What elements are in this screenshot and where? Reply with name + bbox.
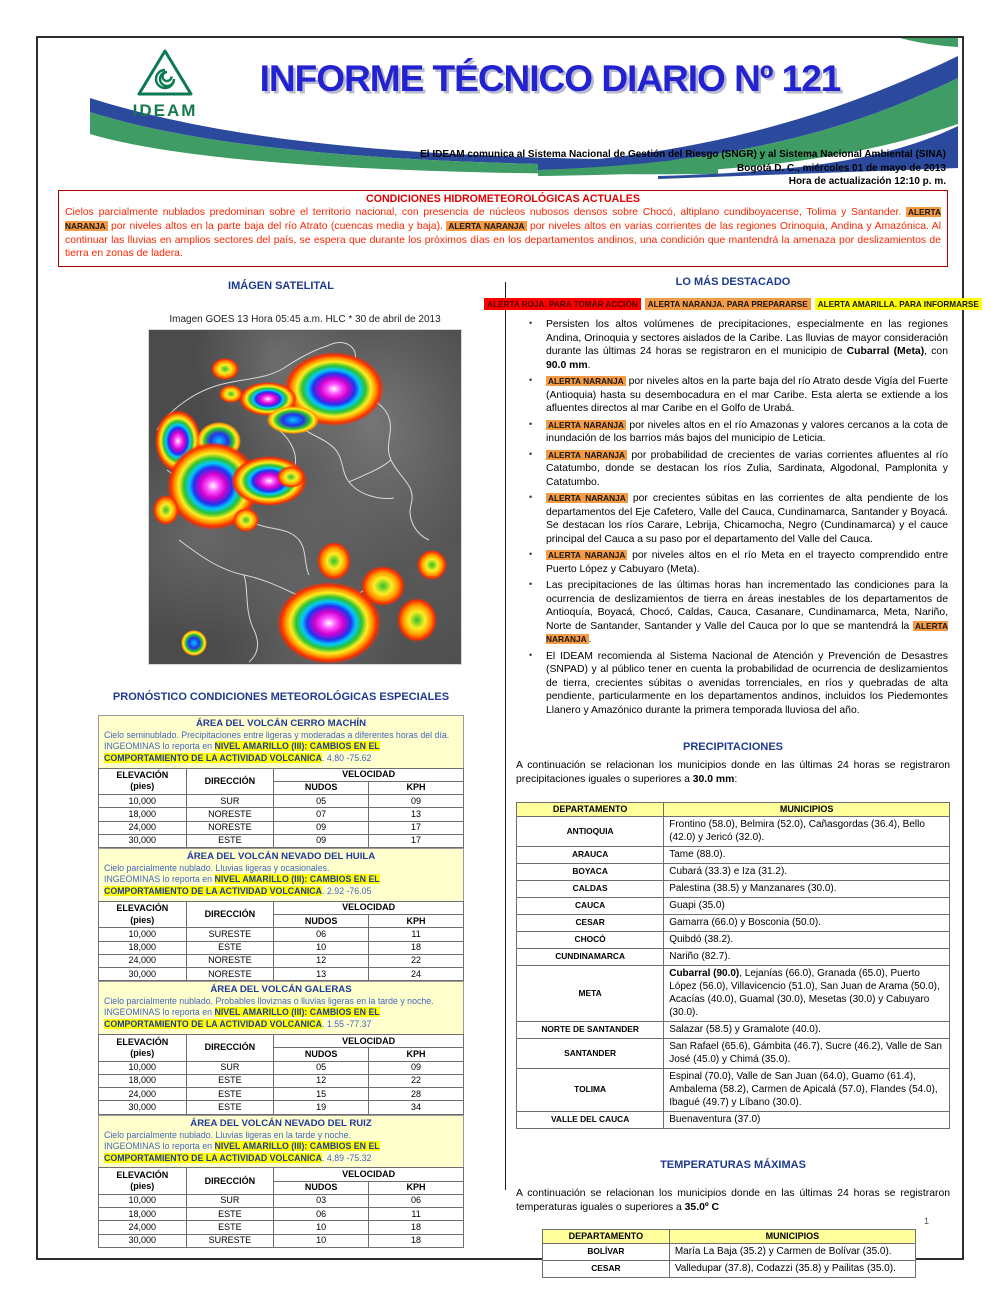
text-segment: por niveles altos en la parte baja del río Atrato desde Vigía del Fuerte (Antioquia) hasta su desembocadura en el mar Caribe. Esta alerta se extiende a los afluentes directos al mar Caribe en el Golfo de Urabá.: [546, 376, 948, 415]
volcano-description: Cielo parcialmente nublado. Probables lloviznas o lluvias ligeras en la tarde y noche.: [104, 996, 434, 1007]
text-segment: Las precipitaciones de las últimas horas han incrementado las condiciones para la ocurrencia de deslizamientos de tierra en áreas inestables de los departamentos de Antioquía, Boyacá, Chocó, Caldas, Cauca, Casanare, Cundinamarca, Meta, Nariño, Norte de Santander, Santander y Valle del Cauca por lo que se mantendrá la: [546, 580, 948, 632]
table-row: [517, 1038, 950, 1068]
wind-table-cell: SUR: [186, 1061, 274, 1074]
wind-table: [98, 1034, 464, 1115]
col-elevation: ELEVACIÓN (pies): [99, 901, 187, 928]
volcano-report: [104, 1007, 458, 1031]
wind-table-cell: ESTE: [186, 1221, 274, 1234]
wind-table-cell: 06: [274, 928, 369, 941]
storm-cell: [417, 550, 447, 580]
storm-cell: [211, 358, 239, 380]
wind-table-cell: 12: [274, 954, 369, 967]
alert-badge-yellow: ALERTA AMARILLA. PARA INFORMARSE: [815, 298, 982, 310]
wind-table-cell: 24,000: [99, 821, 187, 834]
wind-table-row: [99, 808, 464, 821]
wind-table-cell: NORESTE: [186, 954, 274, 967]
storm-cell: [397, 598, 437, 642]
wind-table-cell: 18: [369, 1221, 464, 1234]
wind-table-cell: 24,000: [99, 1088, 187, 1101]
wind-table-cell: 10: [274, 941, 369, 954]
wind-table-cell: 11: [369, 928, 464, 941]
wind-table-cell: 03: [274, 1194, 369, 1207]
wind-table-cell: ESTE: [186, 1101, 274, 1114]
header-line-date: Bogotá D. C., miércoles 01 de mayo de 2013: [737, 162, 946, 174]
wind-table-cell: 30,000: [99, 1234, 187, 1247]
wind-table-cell: 30,000: [99, 1101, 187, 1114]
precipitation-table: [516, 802, 950, 1129]
table-row: [517, 1021, 950, 1038]
alert-badge-orange: ALERTA NARANJA. PARA PREPARARSE: [645, 298, 811, 310]
storm-cell: [267, 406, 319, 434]
text-segment: , Lejanías (66.0), Granada (65.0), Puerto López (56.0), Villavicencio (51.0), San Juan de Arama (50.0), Acacías (40.0), Guamal (30.0), Mesetas (30.0) y Cabuyaro (30.0).: [669, 968, 940, 1019]
report-level: NIVEL AMARILLO (III): CAMBIOS EN EL COMPORTAMIENTO DE LA ACTIVIDAD VOLCANICA: [104, 874, 380, 897]
wind-table-cell: 05: [274, 1061, 369, 1074]
text-segment: Frontino (58.0), Belmira (52.0), Cañasgordas (36.4), Bello (42.0) y Jericó (32.0).: [669, 819, 925, 844]
report-prefix: INGEOMINAS lo reporta en: [104, 1140, 215, 1151]
wind-table-cell: 10,000: [99, 1061, 187, 1074]
dept-cell: TOLIMA: [517, 1068, 664, 1111]
wind-table-cell: 18,000: [99, 1074, 187, 1087]
col-speed: VELOCIDAD: [274, 768, 464, 781]
wind-table-row: [99, 1208, 464, 1221]
wind-table-cell: 18,000: [99, 941, 187, 954]
wind-table-cell: 18: [369, 941, 464, 954]
text-segment: María La Baja (35.2) y Carmen de Bolívar (35.0).: [674, 1246, 892, 1258]
dept-cell: CHOCÓ: [517, 931, 664, 948]
volcano-description: Cielo parcialmente nublado. Lluvias ligeras y ocasionales.: [104, 863, 330, 874]
dept-cell: CESAR: [517, 914, 664, 931]
wind-table-row: [99, 954, 464, 967]
volcano-header: [98, 715, 464, 768]
wind-table-cell: SURESTE: [186, 928, 274, 941]
left-column: [60, 280, 502, 1248]
wind-table-cell: 24: [369, 968, 464, 981]
wind-table-cell: ESTE: [186, 1208, 274, 1221]
volcano-name: ÁREA DEL VOLCÁN NEVADO DEL RUIZ: [190, 1117, 372, 1129]
highlights-section-title: LO MÁS DESTACADO: [675, 276, 791, 288]
text-segment: San Rafael (65.6), Gámbita (46.7), Sucre (46.2), Valle de San José (45.0) y Chimá (35.0).: [669, 1041, 942, 1066]
wind-table-cell: SUR: [186, 1194, 274, 1207]
volcano-header: [98, 848, 464, 901]
table-row: [517, 816, 950, 846]
municipios-cell: [664, 1111, 950, 1128]
wind-table-cell: 06: [274, 1208, 369, 1221]
wind-table-row: [99, 1221, 464, 1234]
alert-legend: [487, 298, 979, 310]
col-kph: KPH: [369, 1181, 464, 1194]
text-segment: por probabilidad de crecientes de varias corrientes afluentes al río Catatumbo, donde se destacan los ríos Zulia, Sardinata, Algodonal, Pamplonita y Catatumbo.: [546, 449, 949, 488]
text-segment: Salazar (58.5) y Gramalote (40.0).: [669, 1024, 821, 1036]
current-conditions-box: [58, 190, 948, 267]
wind-table-cell: SURESTE: [186, 1234, 274, 1247]
wind-table-cell: 07: [274, 808, 369, 821]
satellite-section-title: IMÁGEN SATELITAL: [228, 280, 334, 292]
text-segment: Cubarral (Meta): [846, 346, 925, 358]
dept-cell: CUNDINAMARCA: [517, 948, 664, 965]
report-prefix: INGEOMINAS lo reporta en: [104, 740, 215, 751]
col-elevation: ELEVACIÓN (pies): [99, 768, 187, 795]
col-departamento: DEPARTAMENTO: [543, 1229, 670, 1243]
text-segment: ALERTA NARANJA: [448, 220, 525, 231]
wind-table-cell: 12: [274, 1074, 369, 1087]
report-level: NIVEL AMARILLO (III): CAMBIOS EN EL COMPORTAMIENTO DE LA ACTIVIDAD VOLCANICA: [104, 1007, 380, 1030]
volcano-name: ÁREA DEL VOLCÁN NEVADO DEL HUILA: [186, 851, 376, 863]
text-segment: A continuación se relacionan los municipios donde en las últimas 24 horas se registraron precipitaciones iguales o superiores a: [516, 760, 950, 786]
dept-cell: BOLÍVAR: [543, 1243, 670, 1260]
report-coords: . 2.92 -76.05: [321, 886, 372, 897]
text-segment: ALERTA NARANJA: [65, 207, 941, 231]
table-row: [517, 948, 950, 965]
highlights-list: [516, 318, 950, 717]
wind-table-cell: 18,000: [99, 808, 187, 821]
text-segment: ALERTA NARANJA: [548, 419, 625, 430]
wind-table-row: [99, 968, 464, 981]
wind-table-cell: 24,000: [99, 954, 187, 967]
municipios-cell: [664, 880, 950, 897]
satellite-caption: Imagen GOES 13 Hora 05:45 a.m. HLC * 30 de abril de 2013: [169, 314, 441, 325]
wind-table-cell: 06: [369, 1194, 464, 1207]
table-row: [517, 1111, 950, 1128]
text-segment: , con: [924, 346, 948, 358]
table-row: [517, 965, 950, 1021]
col-direction: DIRECCIÓN: [186, 901, 274, 928]
table-row: [517, 914, 950, 931]
forecast-section-title: PRONÓSTICO CONDICIONES METEOROLÓGICAS ESPECIALES: [112, 691, 450, 703]
ideam-logo-icon: [136, 48, 194, 98]
wind-table-cell: 24,000: [99, 1221, 187, 1234]
col-kph: KPH: [369, 781, 464, 794]
right-column: [487, 276, 979, 1278]
wind-table-row: [99, 1234, 464, 1247]
table-row: [517, 880, 950, 897]
precipitation-section-title: PRECIPITACIONES: [682, 741, 784, 754]
temperature-table: [542, 1229, 916, 1278]
col-knots: NUDOS: [274, 915, 369, 928]
volcano-name: ÁREA DEL VOLCÁN GALERAS: [210, 984, 352, 996]
col-direction: DIRECCIÓN: [186, 768, 274, 795]
text-segment: ALERTA NARANJA: [548, 493, 626, 504]
text-segment: por niveles altos en la parte baja del río Atrato (cuencas media y baja).: [107, 220, 447, 232]
wind-table: [98, 768, 464, 849]
dept-cell: CALDAS: [517, 880, 664, 897]
table-row: [517, 1068, 950, 1111]
municipios-cell: [664, 965, 950, 1021]
storm-cell: [361, 566, 405, 606]
municipios-cell: [664, 863, 950, 880]
volcano-block-ruiz: [98, 1115, 464, 1248]
wind-table-cell: 17: [369, 821, 464, 834]
dept-cell: VALLE DEL CAUCA: [517, 1111, 664, 1128]
col-elevation: ELEVACIÓN (pies): [99, 1035, 187, 1062]
highlight-item: [546, 492, 948, 546]
municipios-cell: [664, 1038, 950, 1068]
highlight-item: [546, 449, 948, 490]
highlight-item: [546, 375, 948, 416]
text-segment: por niveles altos en el río Amazonas y valores cercanos a la cota de inundación de los barrios más bajos del municipio de Leticia.: [546, 419, 948, 445]
wind-table-body: [99, 1194, 464, 1247]
text-segment: Cubará (33.3) e Iza (31.2).: [669, 866, 788, 878]
precipitation-intro: [516, 759, 950, 787]
wind-table-cell: 09: [369, 1061, 464, 1074]
wind-table-row: [99, 928, 464, 941]
wind-table-cell: 22: [369, 1074, 464, 1087]
current-conditions-title: CONDICIONES HIDROMETEOROLÓGICAS ACTUALES: [366, 193, 640, 205]
municipios-cell: [664, 948, 950, 965]
wind-table-cell: ESTE: [186, 1074, 274, 1087]
dept-cell: META: [517, 965, 664, 1021]
storm-cell: [233, 508, 259, 532]
col-knots: NUDOS: [274, 1048, 369, 1061]
report-level: NIVEL AMARILLO (III): CAMBIOS EN EL COMPORTAMIENTO DE LA ACTIVIDAD VOLCANICA: [104, 740, 380, 763]
wind-table-row: [99, 834, 464, 847]
text-segment: :: [734, 774, 738, 786]
wind-table-cell: ESTE: [186, 1088, 274, 1101]
wind-table-cell: NORESTE: [186, 821, 274, 834]
text-segment: A continuación se relacionan los municipios donde en las últimas 24 horas se registraron temperaturas iguales o superiores a: [516, 1187, 950, 1213]
col-direction: DIRECCIÓN: [186, 1035, 274, 1062]
volcano-description: Cielo parcialmente nublado. Lluvias ligeras en la tarde y noche.: [104, 1129, 351, 1140]
text-segment: Tame (88.0).: [669, 849, 726, 861]
wind-table-cell: 10,000: [99, 1194, 187, 1207]
text-segment: ALERTA NARANJA: [548, 376, 624, 387]
satellite-image: [148, 329, 462, 665]
volcano-report: [104, 1141, 458, 1165]
ideam-logo-text: IDEAM: [132, 101, 198, 120]
wind-table-cell: ESTE: [186, 941, 274, 954]
wind-table-cell: 17: [369, 834, 464, 847]
satellite-wrapper: [148, 314, 462, 665]
col-municipios: MUNICIPIOS: [664, 802, 950, 816]
wind-table-cell: 09: [369, 795, 464, 808]
volcano-report: [104, 741, 458, 765]
text-segment: Guapi (35.0): [669, 900, 725, 912]
storm-cell: [219, 385, 243, 403]
text-segment: El IDEAM recomienda al Sistema Nacional de Atención y Prevención de Desastres (SNPAD) y al público tener en cuenta la probabilidad de ocurrencia de deslizamientos de tierra, crecientes súbitas o avenidas torrenciales, en ríos y quebradas de alta pendiente, particularmente en los departamentos andinos, incluidos los Piedemontes Llanero y Amazónico durante la primera temporada lluviosa del año.: [546, 650, 948, 716]
table-row: [517, 931, 950, 948]
table-row: [517, 863, 950, 880]
column-divider: [505, 282, 506, 1190]
report-level: NIVEL AMARILLO (III): CAMBIOS EN EL COMPORTAMIENTO DE LA ACTIVIDAD VOLCANICA: [104, 1140, 380, 1163]
col-departamento: DEPARTAMENTO: [517, 802, 664, 816]
text-segment: Espinal (70.0), Valle de San Juan (64.0), Guamo (61.4), Ambalema (58.2), Carmen de Apicalá (57.0), Flandes (54.0), Ibagué (49.7) y Líbano (30.0).: [669, 1071, 938, 1109]
wind-table-row: [99, 1074, 464, 1087]
text-segment: Cielos parcialmente nublados predominan sobre el territorio nacional, con presencia de núcleos nubosos densos sobre Chocó, altiplano cundiboyacense, Tolima y Santander.: [65, 207, 906, 218]
wind-table-cell: ESTE: [186, 834, 274, 847]
storm-cell: [317, 542, 351, 580]
wind-table-cell: 15: [274, 1088, 369, 1101]
text-segment: Buenaventura (37.0): [669, 1114, 761, 1126]
dept-cell: ARAUCA: [517, 846, 664, 863]
wind-table-row: [99, 941, 464, 954]
table-row: [517, 846, 950, 863]
wind-table: [98, 901, 464, 982]
wind-table-cell: 13: [369, 808, 464, 821]
text-segment: .: [588, 634, 592, 646]
dept-cell: BOYACA: [517, 863, 664, 880]
text-segment: Palestina (38.5) y Manzanares (30.0).: [669, 883, 837, 895]
volcano-block-huila: [98, 848, 464, 981]
wind-table-cell: 22: [369, 954, 464, 967]
wind-table-cell: 30,000: [99, 968, 187, 981]
text-segment: Valledupar (37.8), Codazzi (35.8) y Pailitas (35.0).: [674, 1263, 896, 1275]
wind-table-cell: 09: [274, 834, 369, 847]
col-direction: DIRECCIÓN: [186, 1168, 274, 1195]
highlight-item: [546, 318, 948, 372]
wind-table-cell: 10: [274, 1234, 369, 1247]
report-prefix: INGEOMINAS lo reporta en: [104, 874, 215, 885]
current-conditions-text: [65, 206, 941, 261]
wind-table-cell: NORESTE: [186, 808, 274, 821]
highlight-item: [546, 579, 948, 647]
wind-table-cell: 05: [274, 795, 369, 808]
dept-cell: NORTE DE SANTANDER: [517, 1021, 664, 1038]
text-segment: .: [587, 359, 591, 371]
wind-table: [98, 1167, 464, 1248]
wind-table-cell: SUR: [186, 795, 274, 808]
dept-cell: SANTANDER: [517, 1038, 664, 1068]
wind-table-cell: 09: [274, 821, 369, 834]
wind-table-cell: 28: [369, 1088, 464, 1101]
text-segment: ALERTA NARANJA: [546, 620, 948, 645]
wind-table-cell: 11: [369, 1208, 464, 1221]
text-segment: 90.0 mm: [546, 359, 588, 371]
wind-table-cell: 13: [274, 968, 369, 981]
storm-cell: [153, 495, 179, 525]
text-segment: Cubarral (90.0): [669, 968, 740, 980]
header-info: [306, 148, 946, 189]
text-segment: Persisten los altos volúmenes de precipitaciones, especialmente en las regiones Andina, Orinoquia y sectores aislados de la Caribe. Las lluvias de mayor consideración durante las últimas 24 horas se registraron en el municipio de: [546, 319, 948, 358]
wind-table-row: [99, 795, 464, 808]
municipios-cell: [664, 846, 950, 863]
wind-table-cell: 10,000: [99, 795, 187, 808]
dept-cell: CESAR: [543, 1260, 670, 1277]
alert-badge-red: ALERTA ROJA. PARA TOMAR ACCIÓN: [484, 298, 641, 310]
wind-table-row: [99, 1101, 464, 1114]
wind-table-cell: 34: [369, 1101, 464, 1114]
volcano-block-machin: [98, 715, 464, 848]
wind-table-row: [99, 1088, 464, 1101]
text-segment: ALERTA NARANJA: [548, 550, 626, 561]
municipios-cell: [669, 1243, 915, 1260]
highlight-item: [546, 549, 948, 576]
col-speed: VELOCIDAD: [274, 901, 464, 914]
wind-table-body: [99, 928, 464, 981]
table-row: [543, 1260, 916, 1277]
table-row: [517, 897, 950, 914]
municipios-cell: [664, 816, 950, 846]
col-kph: KPH: [369, 1048, 464, 1061]
volcano-block-galeras: [98, 981, 464, 1114]
report-coords: . 4.80 -75.62: [321, 752, 372, 763]
volcano-header: [98, 981, 464, 1034]
wind-table-row: [99, 1194, 464, 1207]
text-segment: Gamarra (66.0) y Bosconia (50.0).: [669, 917, 821, 929]
dept-cell: CAUCA: [517, 897, 664, 914]
wind-table-cell: 18: [369, 1234, 464, 1247]
col-speed: VELOCIDAD: [274, 1035, 464, 1048]
text-segment: 35.0º C: [684, 1201, 720, 1213]
header-line-update: Hora de actualización 12:10 p. m.: [788, 176, 946, 187]
wind-table-cell: 10: [274, 1221, 369, 1234]
temperature-intro: [516, 1187, 950, 1215]
dept-cell: ANTIOQUIA: [517, 816, 664, 846]
volcano-name: ÁREA DEL VOLCÁN CERRO MACHÍN: [195, 718, 367, 729]
col-elevation: ELEVACIÓN (pies): [99, 1168, 187, 1195]
municipios-cell: [669, 1260, 915, 1277]
wind-table-cell: NORESTE: [186, 968, 274, 981]
page-number: 1: [924, 1216, 930, 1226]
text-segment: por niveles altos en varias corrientes de las regiones Orinoquia, Andina y Amazónica. Al continuar las lluvias en amplios sectores del país, se espera que durante los próximos días en los departamentos andinos, una condición que mantendrá la amenaza por deslizamientos de tierra en zonas de ladera.: [65, 220, 941, 260]
report-coords: . 1.55 -77.37: [321, 1019, 372, 1030]
wind-table-cell: 30,000: [99, 834, 187, 847]
report-title: INFORME TÉCNICO DIARIO Nº 121: [259, 58, 841, 99]
highlight-item: [546, 650, 948, 718]
col-speed: VELOCIDAD: [274, 1168, 464, 1181]
temperature-section-title: TEMPERATURAS MÁXIMAS: [660, 1158, 806, 1171]
col-knots: NUDOS: [274, 781, 369, 794]
text-segment: Nariño (82.7).: [669, 951, 731, 963]
header-line-sina: El IDEAM comunica al Sistema Nacional de Gestión del Riesgo (SNGR) y al Sistema Nacional Ambiental (SINA): [420, 149, 946, 160]
text-segment: por crecientes súbitas en las corrientes de alta pendiente de los departamentos del Eje Cafetero, Valle del Cauca, Cundinamarca, Santander y Boyacá. Se destacan los ríos Carare, Lebrija, Chicamocha, Negro (Cundinamarca) y el cauce principal del Cauca a su paso por el departamento del Valle del Cauca.: [546, 493, 949, 545]
wind-table-body: [99, 795, 464, 848]
wind-table-cell: 10,000: [99, 928, 187, 941]
text-segment: Quibdó (38.2).: [669, 934, 734, 946]
report-prefix: INGEOMINAS lo reporta en: [104, 1007, 215, 1018]
volcano-description: Cielo seminublado. Precipitaciones entre ligeras y moderadas a diferentes horas del día.: [104, 730, 450, 740]
col-knots: NUDOS: [274, 1181, 369, 1194]
municipios-cell: [664, 931, 950, 948]
volcano-header: [98, 1115, 464, 1168]
col-municipios: MUNICIPIOS: [669, 1229, 915, 1243]
report-coords: . 4.89 -75.32: [321, 1152, 372, 1163]
text-segment: 30.0 mm: [692, 774, 735, 786]
storm-cell: [277, 466, 305, 488]
wind-table-row: [99, 821, 464, 834]
ideam-logo: [100, 48, 230, 121]
col-kph: KPH: [369, 915, 464, 928]
municipios-cell: [664, 897, 950, 914]
wind-table-body: [99, 1061, 464, 1114]
municipios-cell: [664, 914, 950, 931]
wind-table-cell: 19: [274, 1101, 369, 1114]
volcano-report: [104, 874, 458, 898]
municipios-cell: [664, 1021, 950, 1038]
municipios-cell: [664, 1068, 950, 1111]
wind-table-row: [99, 1061, 464, 1074]
storm-cell: [181, 630, 207, 656]
highlight-item: [546, 419, 948, 446]
table-row: [543, 1243, 916, 1260]
text-segment: por niveles altos en el río Meta en el trayecto comprendido entre Puerto López y Cabuyaro (Meta).: [546, 550, 949, 575]
text-segment: ALERTA NARANJA: [548, 449, 626, 460]
wind-table-cell: 18,000: [99, 1208, 187, 1221]
